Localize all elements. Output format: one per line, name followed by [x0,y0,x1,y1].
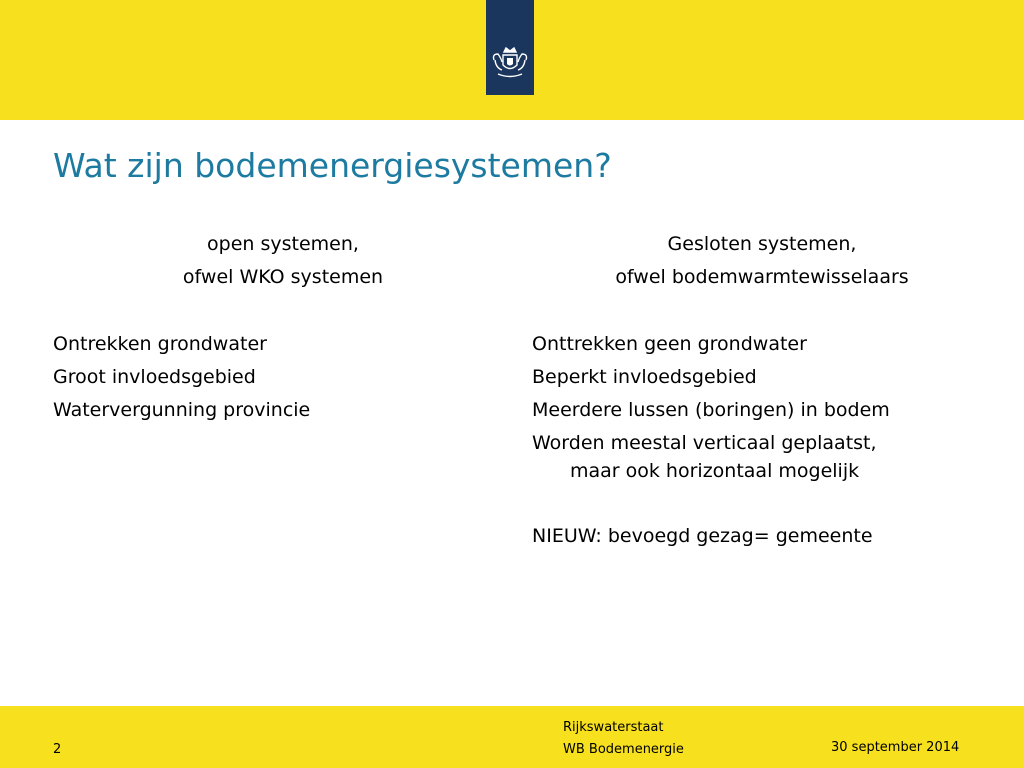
slide-date: 30 september 2014 [831,740,960,755]
coat-of-arms-icon [490,46,530,82]
organization-name: Rijkswaterstaat [563,720,664,735]
page-number: 2 [53,742,62,757]
open-systems-column [53,233,513,453]
department-name: WB Bodemenergie [563,742,684,757]
left-heading-line1: open systemen, [207,233,359,255]
right-heading-line1: Gesloten systemen, [667,233,857,255]
right-item: Worden meestal verticaal geplaatst, [532,432,877,454]
left-heading-line2: ofwel WKO systemen [182,266,384,288]
right-item: Onttrekken geen grondwater [532,333,807,355]
left-item: Groot invloedsgebied [53,366,256,388]
right-note: NIEUW: bevoegd gezag= gemeente [532,525,873,547]
right-heading-line2: ofwel bodemwarmtewisselaars [615,266,909,288]
right-item: Meerdere lussen (boringen) in bodem [532,399,890,421]
left-item: Ontrekken grondwater [53,333,267,355]
right-item: Beperkt invloedsgebied [532,366,757,388]
closed-systems-column [532,233,1002,563]
slide-title: Wat zijn bodemenergiesystemen? [53,146,612,185]
footer-band [0,706,1024,768]
left-item: Watervergunning provincie [53,399,311,421]
logo-tab [486,0,534,95]
right-item-continuation: maar ook horizontaal mogelijk [570,460,860,482]
